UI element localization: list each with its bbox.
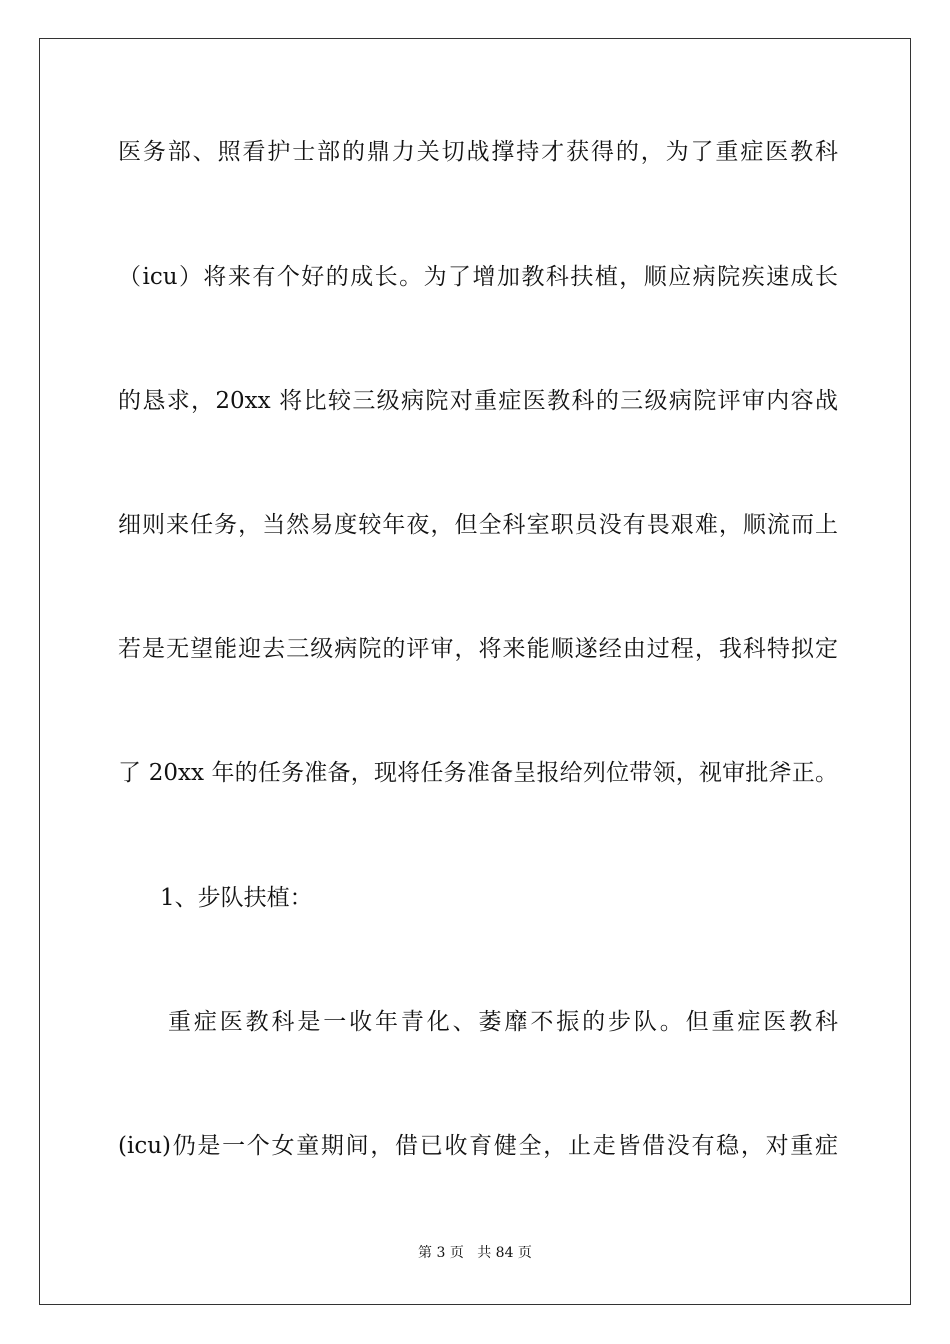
body-text-line-1: 医务部、照看护士部的鼎力关切战撑持才获得的，为了重症医教科 <box>118 139 838 165</box>
page-number: 第 3 页 <box>418 1245 464 1261</box>
page-border <box>39 38 911 1305</box>
body-text-line-8: (icu)仍是一个女童期间，借已收育健全，止走皆借没有稳，对重症 <box>118 1133 838 1159</box>
total-pages: 共 84 页 <box>477 1245 532 1261</box>
body-text-line-7: 重症医教科是一收年青化、萎靡不振的步队。但重症医教科 <box>168 1009 838 1035</box>
page-footer <box>0 1244 950 1262</box>
body-text-line-2: （icu）将来有个好的成长。为了增加教科扶植，顺应病院疾速成长 <box>118 264 838 290</box>
body-text-line-4: 细则来任务，当然易度较年夜，但全科室职员没有畏艰难，顺流而上 <box>118 512 838 538</box>
section-heading: 1、步队扶植： <box>160 885 313 911</box>
body-text-line-5: 若是无望能迎去三级病院的评审，将来能顺遂经由过程，我科特拟定 <box>118 636 838 662</box>
body-text-line-3: 的恳求，20xx 将比较三级病院对重症医教科的三级病院评审内容战 <box>118 388 838 414</box>
body-text-line-6: 了 20xx 年的任务准备，现将任务准备呈报给列位带领，视审批斧正。 <box>118 760 838 786</box>
